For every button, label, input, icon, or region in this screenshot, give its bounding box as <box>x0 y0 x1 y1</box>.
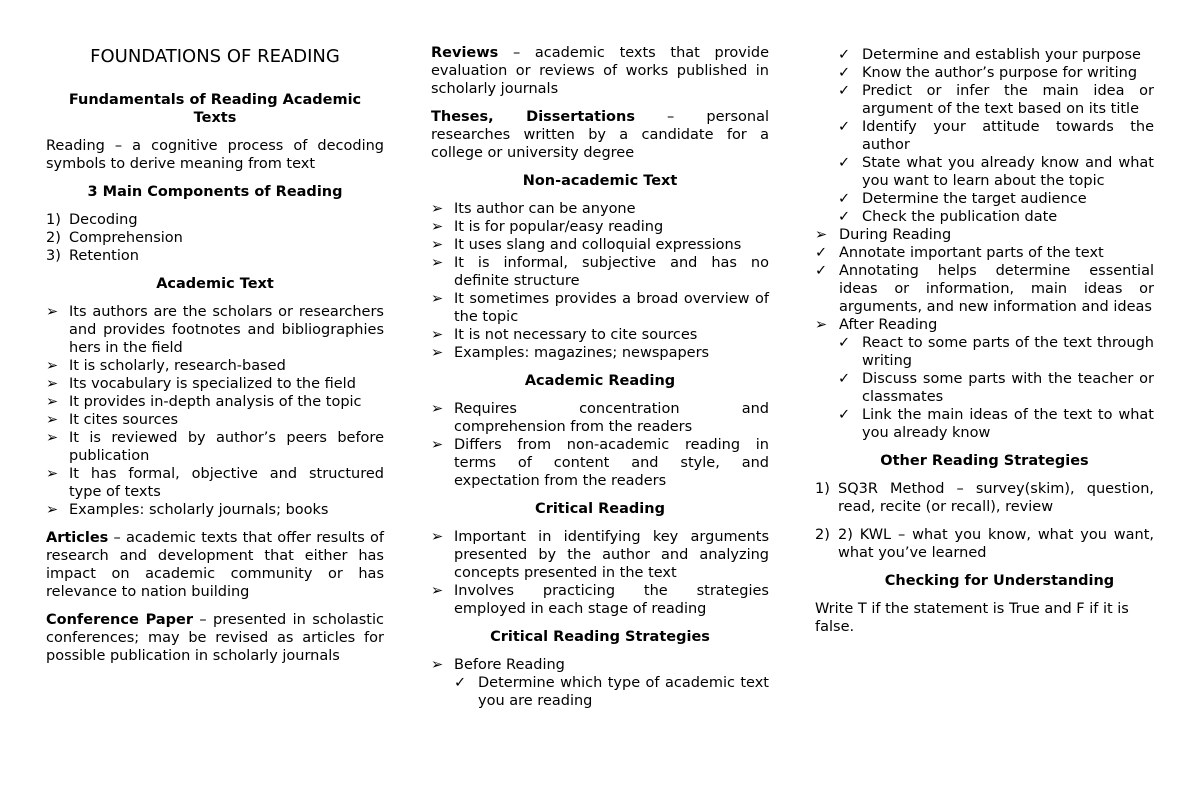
list-item-text: It has formal, objective and structured type of texts <box>69 466 384 500</box>
check-item <box>454 674 769 710</box>
list-number: 1) <box>46 212 61 228</box>
arrow-bullet-icon: ➢ <box>46 502 59 518</box>
list-item <box>46 357 384 375</box>
strategies-heading: Critical Reading Strategies <box>490 629 710 645</box>
arrow-bullet-icon: ➢ <box>46 304 59 320</box>
theses-definition <box>431 108 769 162</box>
academic-text-heading: Academic Text <box>156 276 274 292</box>
academic-reading-heading: Academic Reading <box>524 373 676 389</box>
articles-definition <box>46 529 384 601</box>
list-item <box>46 211 384 229</box>
check-icon: ✓ <box>838 191 851 207</box>
arrow-bullet-icon: ➢ <box>431 291 444 307</box>
theses-text: – personal researches written by a candidate for a college or university degree <box>431 109 769 161</box>
check-item-text: React to some parts of the text through writing <box>862 335 1154 369</box>
check-item <box>838 46 1154 64</box>
list-item-text: Before Reading <box>454 657 565 673</box>
arrow-bullet-icon: ➢ <box>431 255 444 271</box>
check-item-text: Check the publication date <box>862 209 1058 225</box>
list-item-text: It provides in-depth analysis of the topic <box>69 394 362 410</box>
list-item <box>46 429 384 465</box>
list-item <box>46 303 384 357</box>
arrow-bullet-icon: ➢ <box>431 583 444 599</box>
list-item <box>815 226 1154 244</box>
check-item <box>838 118 1154 154</box>
list-item <box>46 375 384 393</box>
check-item <box>815 244 1154 262</box>
checking-heading: Checking for Understanding <box>884 573 1115 589</box>
list-item-text: Comprehension <box>69 230 183 246</box>
list-item-text: Its vocabulary is specialized to the field <box>69 376 356 392</box>
theses-term: Theses, Dissertations <box>431 109 635 125</box>
check-item <box>838 64 1154 82</box>
other-strategies-list <box>815 480 1154 562</box>
list-item-text: It is for popular/easy reading <box>454 219 664 235</box>
components-list <box>46 211 384 265</box>
arrow-bullet-icon: ➢ <box>815 317 828 333</box>
before-reading-checks-continued <box>838 46 1154 226</box>
conference-text: – presented in scholastic conferences; may be revised as articles for possible publication in scholarly journals <box>46 612 384 664</box>
check-icon: ✓ <box>838 407 851 423</box>
conference-term: Conference Paper <box>46 612 194 628</box>
list-item-text: It is reviewed by author’s peers before publication <box>69 430 384 464</box>
arrow-bullet-icon: ➢ <box>46 412 59 428</box>
list-item <box>431 326 769 344</box>
check-icon: ✓ <box>815 245 828 261</box>
list-item-text: Involves practicing the strategies employed in each stage of reading <box>454 583 769 617</box>
check-item <box>838 208 1154 226</box>
check-item <box>838 82 1154 118</box>
list-item <box>46 465 384 501</box>
arrow-bullet-icon: ➢ <box>46 394 59 410</box>
arrow-bullet-icon: ➢ <box>431 401 444 417</box>
check-icon: ✓ <box>838 155 851 171</box>
critical-reading-heading: Critical Reading <box>535 501 665 517</box>
column-1 <box>46 44 384 675</box>
check-icon: ✓ <box>454 675 467 691</box>
list-item-text: Retention <box>69 248 139 264</box>
list-item <box>431 254 769 290</box>
arrow-bullet-icon: ➢ <box>431 437 444 453</box>
check-item-text: Predict or infer the main idea or argument of the text based on its title <box>862 83 1154 117</box>
check-item-text: Determine the target audience <box>862 191 1087 207</box>
check-item-text: Discuss some parts with the teacher or classmates <box>862 371 1154 405</box>
column-2 <box>431 44 769 720</box>
arrow-bullet-icon: ➢ <box>431 657 444 673</box>
list-item <box>431 218 769 236</box>
list-item <box>431 200 769 218</box>
check-icon: ✓ <box>838 119 851 135</box>
check-item-text: Annotating helps determine essential ideas or information, main ideas or arguments, and new information and ideas <box>839 263 1154 315</box>
arrow-bullet-icon: ➢ <box>46 466 59 482</box>
check-item <box>838 154 1154 190</box>
list-item <box>815 526 1154 562</box>
list-item-text: It sometimes provides a broad overview of the topic <box>454 291 769 325</box>
list-item <box>431 344 769 362</box>
list-item-text: Important in identifying key arguments presented by the author and analyzing concepts presented in the text <box>454 529 769 581</box>
list-item-text: Differs from non-academic reading in terms of content and style, and expectation from the readers <box>454 437 769 489</box>
list-item-text: SQ3R Method – survey(skim), question, read, recite (or recall), review <box>838 481 1154 515</box>
list-item-text: Requires concentration and comprehension from the readers <box>454 401 769 435</box>
list-item <box>46 501 384 519</box>
arrow-bullet-icon: ➢ <box>431 237 444 253</box>
check-item-text: Know the author’s purpose for writing <box>862 65 1138 81</box>
check-icon: ✓ <box>838 209 851 225</box>
list-item-text: After Reading <box>839 317 938 333</box>
arrow-bullet-icon: ➢ <box>815 227 828 243</box>
list-item-text: Examples: magazines; newspapers <box>454 345 710 361</box>
other-strategies-heading: Other Reading Strategies <box>880 453 1089 469</box>
check-icon: ✓ <box>815 263 828 279</box>
list-item <box>431 582 769 618</box>
after-reading-checks <box>838 334 1154 442</box>
arrow-bullet-icon: ➢ <box>46 358 59 374</box>
reviews-term: Reviews <box>431 45 499 61</box>
reading-definition: Reading – a cognitive process of decoding symbols to derive meaning from text <box>46 138 384 172</box>
arrow-bullet-icon: ➢ <box>46 430 59 446</box>
list-number: 3) <box>46 248 61 264</box>
check-item <box>838 190 1154 208</box>
nonacademic-heading: Non-academic Text <box>522 173 678 189</box>
list-number: 2) <box>46 230 61 246</box>
check-item <box>815 262 1154 316</box>
list-item-text: Examples: scholarly journals; books <box>69 502 329 518</box>
fundamentals-heading: Fundamentals of Reading Academic Texts <box>68 92 362 126</box>
arrow-bullet-icon: ➢ <box>46 376 59 392</box>
articles-text: – academic texts that offer results of research and development that either has impact on academic community or has relevance to nation building <box>46 530 384 600</box>
list-item <box>431 656 769 710</box>
check-item <box>838 406 1154 442</box>
check-item-text: Determine which type of academic text you are reading <box>478 675 769 709</box>
academic-text-list <box>46 303 384 519</box>
check-item-text: Determine and establish your purpose <box>862 47 1141 63</box>
list-item-text: It uses slang and colloquial expressions <box>454 237 742 253</box>
list-item <box>431 290 769 326</box>
nonacademic-list <box>431 200 769 362</box>
list-item-text: It is not necessary to cite sources <box>454 327 698 343</box>
list-item <box>46 229 384 247</box>
arrow-bullet-icon: ➢ <box>431 219 444 235</box>
list-item-text: It cites sources <box>69 412 179 428</box>
list-item <box>431 236 769 254</box>
list-item <box>815 316 1154 334</box>
arrow-bullet-icon: ➢ <box>431 345 444 361</box>
before-reading-list <box>431 656 769 710</box>
list-number: 2) <box>815 527 830 543</box>
components-heading: 3 Main Components of Reading <box>87 184 343 200</box>
list-item-text: Its author can be anyone <box>454 201 636 217</box>
list-item <box>46 247 384 265</box>
list-item <box>46 411 384 429</box>
check-item-text: Identify your attitude towards the author <box>862 119 1154 153</box>
critical-reading-list <box>431 528 769 618</box>
list-item <box>431 400 769 436</box>
list-item-text: Its authors are the scholars or researchers and provides footnotes and bibliographies hers in the field <box>69 304 384 356</box>
arrow-bullet-icon: ➢ <box>431 201 444 217</box>
page-title: FOUNDATIONS OF READING <box>90 46 340 67</box>
check-icon: ✓ <box>838 371 851 387</box>
check-item <box>838 370 1154 406</box>
check-icon: ✓ <box>838 83 851 99</box>
checking-instruction: Write T if the statement is True and F if it is false. <box>815 601 1129 635</box>
check-item-text: State what you already know and what you want to learn about the topic <box>862 155 1154 189</box>
conference-definition <box>46 611 384 665</box>
academic-reading-list <box>431 400 769 490</box>
list-item-text: It is informal, subjective and has no definite structure <box>454 255 769 289</box>
check-item <box>838 334 1154 370</box>
list-item <box>431 528 769 582</box>
arrow-bullet-icon: ➢ <box>431 327 444 343</box>
check-icon: ✓ <box>838 47 851 63</box>
list-item <box>431 436 769 490</box>
check-item-text: Link the main ideas of the text to what you already know <box>862 407 1154 441</box>
check-icon: ✓ <box>838 335 851 351</box>
before-reading-checks <box>454 674 769 710</box>
articles-term: Articles <box>46 530 109 546</box>
check-icon: ✓ <box>838 65 851 81</box>
list-item <box>46 393 384 411</box>
list-item-text: It is scholarly, research-based <box>69 358 286 374</box>
list-number: 1) <box>815 481 830 497</box>
list-item <box>815 480 1154 516</box>
column-3 <box>815 46 1154 646</box>
check-item-text: Annotate important parts of the text <box>839 245 1104 261</box>
arrow-bullet-icon: ➢ <box>431 529 444 545</box>
reviews-definition <box>431 44 769 98</box>
during-after-list <box>815 226 1154 334</box>
list-item-text: 2) KWL – what you know, what you want, what you’ve learned <box>838 527 1154 561</box>
list-item-text: During Reading <box>839 227 952 243</box>
reviews-text: – academic texts that provide evaluation or reviews of works published in scholarly journals <box>431 45 769 97</box>
list-item-text: Decoding <box>69 212 138 228</box>
